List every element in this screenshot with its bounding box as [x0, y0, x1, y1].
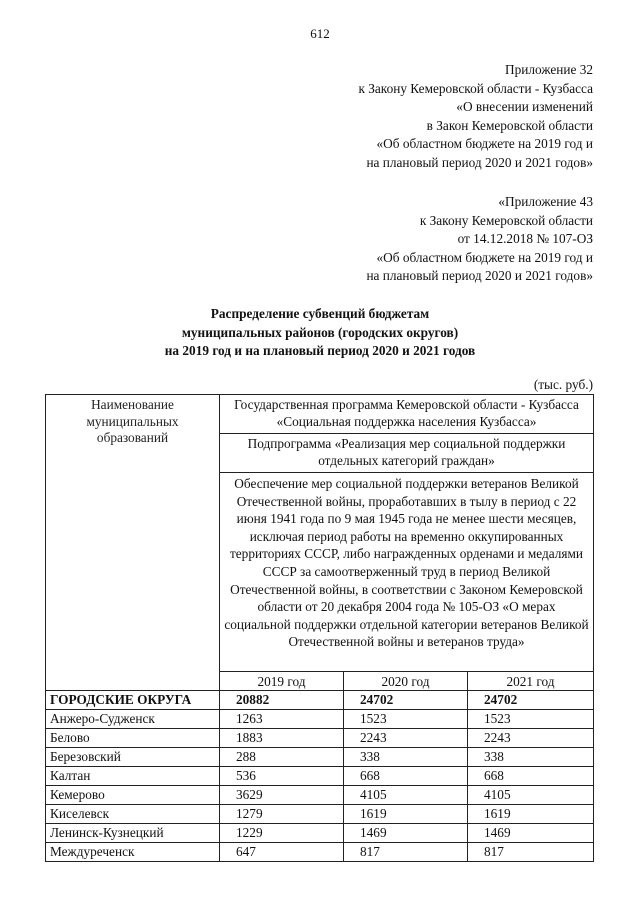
value-2019: 288: [220, 748, 344, 767]
value-2020: 4105: [344, 786, 468, 805]
row-name: Анжеро-Судженск: [46, 710, 220, 729]
value-2021: 1469: [468, 824, 594, 843]
row-name: ГОРОДСКИЕ ОКРУГА: [46, 691, 220, 710]
measure-description: Обеспечение мер социальной поддержки ветеранов Великой Отечественной войны, проработавших в тылу в период с 22 июня 1941 года по 9 мая 1945 года не менее шести месяцев, исключая период работы на временно оккупированных территориях СССР, либо награжденных орденами и медалями СССР за самоотверженный труд в период Великой Отечественной войны, в соответствии с Законом Кемеровской области от 20 декабря 2004 года № 105-ОЗ «О мерах социальной поддержки отдельной категории ветеранов Великой Отечественной войны и ветеранов труда»: [220, 473, 594, 672]
value-2021: 1619: [468, 805, 594, 824]
appendix-line: «Об областном бюджете на 2019 год и: [376, 249, 593, 265]
value-2020: 1469: [344, 824, 468, 843]
value-2020: 338: [344, 748, 468, 767]
table-row: [46, 786, 594, 805]
value-2021: 817: [468, 843, 594, 862]
appendix-line: «Приложение 43: [498, 194, 593, 209]
row-name: Березовский: [46, 748, 220, 767]
table-row: [46, 843, 594, 862]
title-line: на 2019 год и на плановый период 2020 и 2021 годов: [164, 343, 476, 358]
value-2019: 3629: [220, 786, 344, 805]
appendix-line: Приложение 32: [505, 62, 593, 77]
value-2021: 2243: [468, 729, 594, 748]
value-2021: 1523: [468, 710, 594, 729]
appendix-line: в Закон Кемеровской области: [426, 117, 593, 133]
table-row: [46, 748, 594, 767]
appendix-line: к Закону Кемеровской области - Кузбасса: [358, 80, 593, 96]
row-name: Белово: [46, 729, 220, 748]
page-number: 612: [310, 26, 330, 41]
row-name: Междуреченск: [46, 843, 220, 862]
value-2020: 1619: [344, 805, 468, 824]
table-row: [46, 805, 594, 824]
row-name: Калтан: [46, 767, 220, 786]
value-2020: 2243: [344, 729, 468, 748]
appendix-43-header: [366, 193, 593, 286]
program-header: Государственная программа Кемеровской области - Кузбасса «Социальная поддержка населения Кузбасса»: [220, 395, 594, 434]
value-2020: 668: [344, 767, 468, 786]
row-name: Ленинск-Кузнецкий: [46, 824, 220, 843]
value-2019: 1279: [220, 805, 344, 824]
year-header-2021: 2021 год: [468, 671, 594, 691]
value-2021: 4105: [468, 786, 594, 805]
subsidy-table: [45, 394, 594, 862]
year-header-2020: 2020 год: [344, 671, 468, 691]
appendix-line: на плановый период 2020 и 2021 годов»: [366, 268, 593, 284]
value-2019: 536: [220, 767, 344, 786]
appendix-line: «Об областном бюджете на 2019 год и: [376, 136, 593, 152]
table-row: [46, 767, 594, 786]
value-2021: 338: [468, 748, 594, 767]
year-header-2019: 2019 год: [220, 671, 344, 691]
value-2020: 817: [344, 843, 468, 862]
appendix-32-header: [358, 61, 593, 173]
value-2020: 1523: [344, 710, 468, 729]
table-row: [46, 824, 594, 843]
value-2021: 668: [468, 767, 594, 786]
value-2019: 1229: [220, 824, 344, 843]
value-2019: 1883: [220, 729, 344, 748]
value-2020: 24702: [344, 691, 468, 710]
appendix-line: от 14.12.2018 № 107-ОЗ: [457, 231, 593, 247]
value-2019: 1263: [220, 710, 344, 729]
row-name: Киселевск: [46, 805, 220, 824]
document-title: [0, 305, 640, 361]
row-name: Кемерово: [46, 786, 220, 805]
column-header-name: Наименование муниципальных образований: [46, 395, 220, 691]
units-label: (тыс. руб.): [533, 377, 593, 392]
value-2019: 20882: [220, 691, 344, 710]
value-2021: 24702: [468, 691, 594, 710]
subprogram-header: Подпрограмма «Реализация мер социальной поддержки отдельных категорий граждан»: [220, 434, 594, 473]
appendix-line: «О внесении изменений: [456, 99, 593, 115]
table-row: [46, 710, 594, 729]
table-row: [46, 729, 594, 748]
table-row-total: [46, 691, 594, 710]
appendix-line: на плановый период 2020 и 2021 годов»: [366, 154, 593, 170]
title-line: Распределение субвенций бюджетам: [210, 306, 430, 321]
value-2019: 647: [220, 843, 344, 862]
appendix-line: к Закону Кемеровской области: [419, 212, 593, 228]
title-line: муниципальных районов (городских округов): [181, 324, 459, 340]
